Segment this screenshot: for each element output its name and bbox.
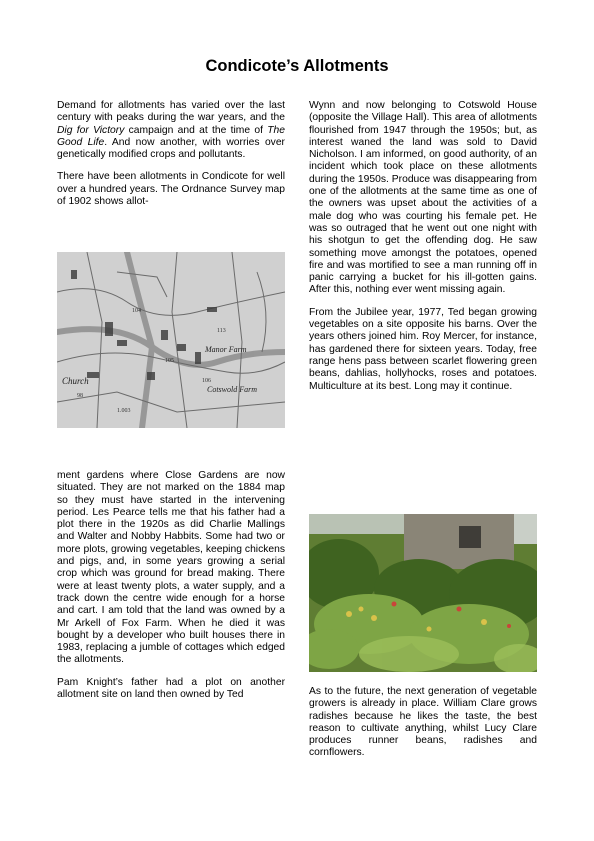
right-column-bottom [309,686,537,770]
ordnance-survey-map-image [57,252,285,428]
svg-text:105: 105 [165,358,174,364]
jubilee-paragraph: From the Jubilee year, 1977, Ted began growing vegetables on a site opposite his barns. Over the years others joined him. Roy Mercer, for instance, has gardened there for sixteen years. Today, free range hens pass between scarlet flowering green beans, dahlias, hollyhocks, roses and potatoes. Multiculture at its best. Long may it continue. [309,306,537,392]
svg-text:113: 113 [217,328,226,334]
pam-knight-paragraph: Pam Knight’s father had a plot on another allotment site on land then owned by Ted [57,676,285,701]
svg-text:104: 104 [132,308,141,314]
svg-text:98: 98 [77,393,83,399]
page-title: Condicote’s Allotments [205,57,389,75]
intro-paragraph: Demand for allotments has varied over the last century with peaks during the war years, and the Dig for Victory campaign and at the time of The Good Life. And now another, with worries over genetically modified crops and pollutants. [57,100,285,161]
left-column-bottom [57,470,285,711]
map-label-manor-farm: Manor Farm [205,345,247,354]
map-label-cotswold-farm: Cotswold Farm [207,385,258,394]
ordnance-survey-paragraph: There have been allotments in Condicote for well over a hundred years. The Ordnance Survey map of 1902 shows allot- [57,171,285,208]
map-label-church: Church [62,376,89,386]
cotswold-house-paragraph: Wynn and now belonging to Cotswold House (opposite the Village Hall). This area of allotments flourished from 1947 through the 1950s; but, as interest waned the land was sold to David Nicholson. I am informed, on good authority, of an incident which took place on these allotments during the 1950s. Produce was disappearing from one of the allotments at the same time as one of the owners was upset about the activities of a male dog who was courting his female pet. He was so outraged that he went out one night with his shotgun to get the offending dog. He saw something move amongst the potatoes, opened fire and was mortified to see a man running off in panic carrying a bucket for his ill-gotten gains. After this, nothing ever went missing again. [309,100,537,296]
close-gardens-paragraph: ment gardens where Close Gardens are now situated. They are not marked on the 1884 map so they must have started in the intervening period. Les Pearce tells me that his father had a plot there in the 1920s as did Charlie Mallings and Walter and Nobby Habbits. Some had two or more plots, growing vegetables, keeping chickens and pigs, and, in some years growing a serial crop which was ground for bread making. There were at least twenty plots, a water supply, and a track down the centre wide enough for a horse and cart. I am told that the land was owned by a Mr Arkell of Fox Farm. When he died it was bought by a developer who built houses there in 1983, replacing a jumble of cottages which edged the allotments. [57,470,285,666]
left-column-top [57,100,285,218]
svg-text:106: 106 [202,378,211,384]
future-paragraph: As to the future, the next generation of vegetable growers is already in place. William Clare grows radishes because he likes the taste, the best reason to cultivate anything, whilst Lucy Clare produces runner beans, radishes and cornflowers. [309,686,537,759]
right-column-top [309,100,537,403]
svg-text:1.003: 1.003 [117,408,131,414]
allotment-garden-photo [309,514,537,672]
